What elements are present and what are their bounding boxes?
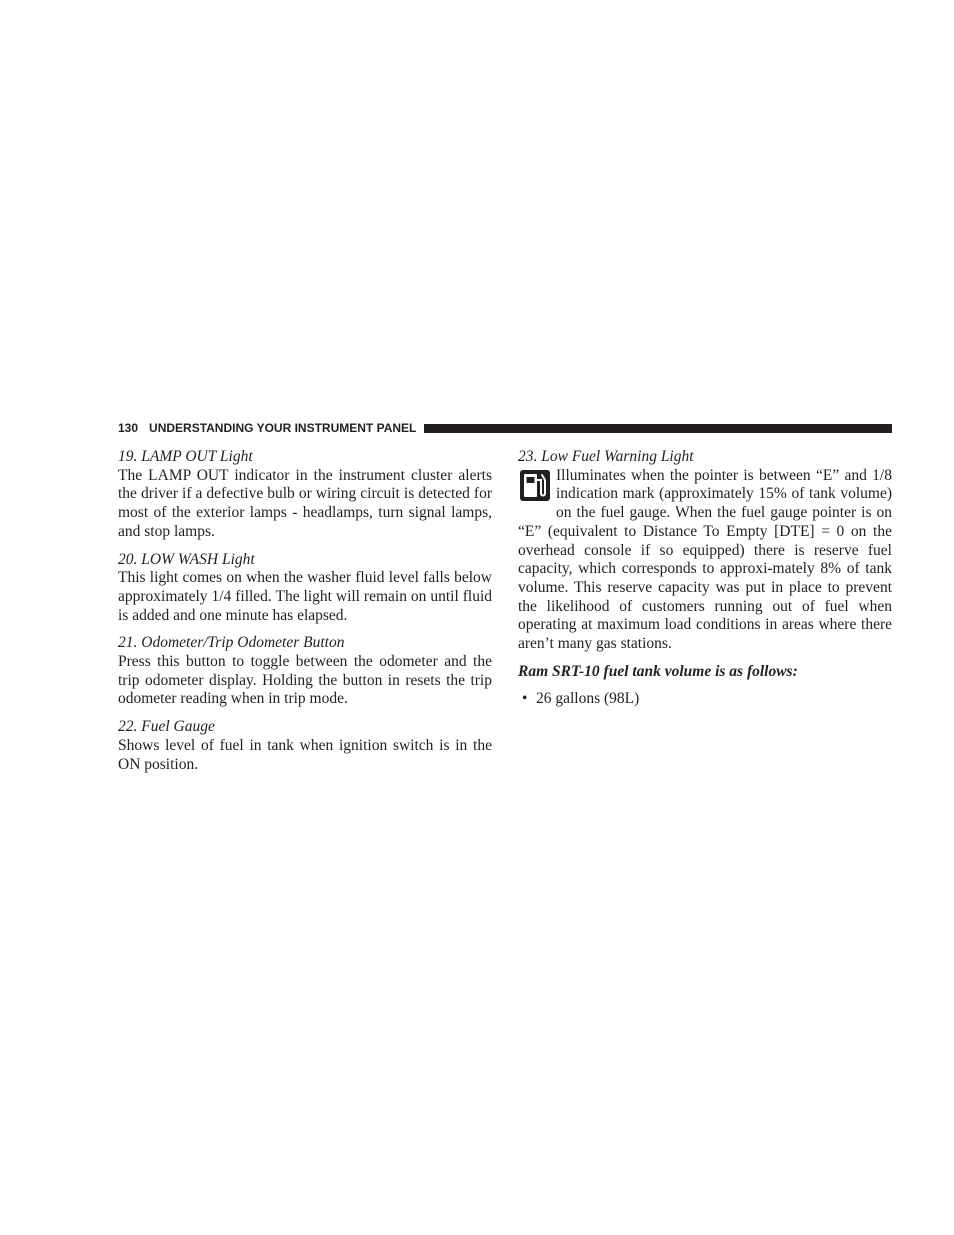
item-title: 20. LOW WASH Light xyxy=(118,550,255,568)
item-title: 19. LAMP OUT Light xyxy=(118,448,253,465)
item-lamp-out xyxy=(118,448,492,542)
item-body: This light comes on when the washer fluid level falls below approximately 1/4 filled. The light will remain on until fluid is added and one minute has elapsed. xyxy=(118,569,492,624)
page-number: 130 xyxy=(118,421,139,435)
item-title: 22. Fuel Gauge xyxy=(118,718,215,736)
right-column xyxy=(518,448,892,709)
header-rule xyxy=(424,424,892,433)
item-fuel-gauge xyxy=(118,718,492,774)
item-body: Shows level of fuel in tank when ignition switch is in the ON position. xyxy=(118,736,492,773)
item-title: 23. Low Fuel Warning Light xyxy=(518,448,694,465)
bullet-text: 26 gallons (98L) xyxy=(536,690,640,708)
item-title: 21. Odometer/Trip Odometer Button xyxy=(118,634,345,652)
item-body: The LAMP OUT indicator in the instrument cluster alerts the driver if a defective bulb or wiring circuit is detected for most of the exterior lamps - headlamps, turn signal lamps, and stop lamps. xyxy=(118,466,492,540)
list-item xyxy=(518,690,892,709)
item-body: Press this button to toggle between the odometer and the trip odometer display. Holding the button in resets the trip odometer reading when in trip mode. xyxy=(118,653,492,708)
section-title: UNDERSTANDING YOUR INSTRUMENT PANEL xyxy=(149,421,417,435)
page-header xyxy=(118,420,892,436)
bullet-icon: • xyxy=(522,690,528,708)
item-body: Illuminates when the pointer is between “E” and 1/8 indication mark (approximately 15% of tank volume) on the fuel gauge. When the fuel gauge pointer is on “E” (equivalent to Distance To Empty [DTE] = 0 on the overhead console if so equipped) there is reserve fuel capacity, which corresponds to approxi-mately 8% of tank volume. This reserve capacity was put in place to prevent the likelihood of customers running out of fuel when operating at maximum load conditions in areas where there aren’t many gas stations. xyxy=(518,466,892,653)
fuel-tank-subheading: Ram SRT-10 fuel tank volume is as follows: xyxy=(518,662,798,680)
fuel-pump-icon xyxy=(518,469,556,507)
left-column xyxy=(118,448,492,783)
item-low-wash xyxy=(118,551,492,626)
item-odometer-button xyxy=(118,634,492,709)
